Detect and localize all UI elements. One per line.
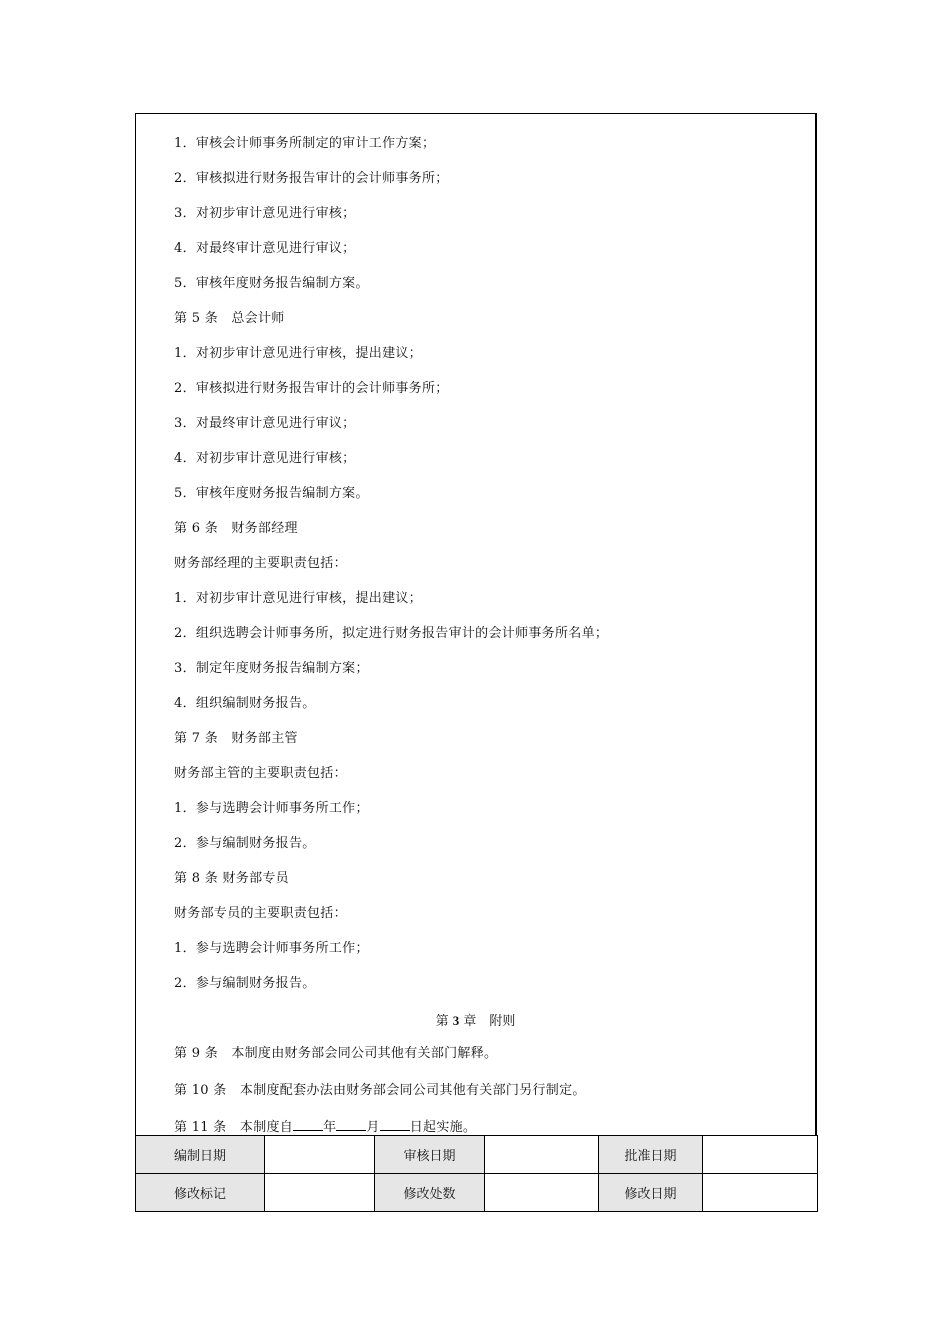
- text-line: 第 10 条 本制度配套办法由财务部会同公司其他有关部门另行制定。: [174, 1083, 586, 1098]
- text-line: 第 5 条 总会计师: [174, 311, 285, 326]
- approval-row-1: [136, 1136, 818, 1174]
- text-line: 1．参与选聘会计师事务所工作；: [174, 941, 369, 956]
- month-blank: [336, 1119, 366, 1131]
- document-body: [136, 114, 815, 1135]
- approve-date-label: 批准日期: [599, 1136, 703, 1174]
- revision-date-label: 修改日期: [599, 1174, 703, 1212]
- text-line: 2．参与编制财务报告。: [174, 836, 316, 851]
- text-line: 1．对初步审计意见进行审核，提出建议；: [174, 346, 422, 361]
- review-date-value: [485, 1136, 599, 1174]
- text-line: 3．对初步审计意见进行审核；: [174, 206, 356, 221]
- text-line: 1．审核会计师事务所制定的审计工作方案；: [174, 136, 436, 151]
- revision-count-value: [485, 1174, 599, 1212]
- article-11-line: 第 11 条 本制度自 年 月 日起实施。: [174, 1120, 477, 1135]
- text-line: 2．参与编制财务报告。: [174, 976, 316, 991]
- revision-mark-label: 修改标记: [136, 1174, 265, 1212]
- text-line: 第 6 条 财务部经理: [174, 521, 298, 536]
- text-line: 1．对初步审计意见进行审核，提出建议；: [174, 591, 422, 606]
- text-line: 第 7 条 财务部主管: [174, 731, 298, 746]
- text-line: 财务部专员的主要职责包括：: [174, 906, 347, 921]
- year-blank: [293, 1119, 323, 1131]
- approval-row-2: [136, 1174, 818, 1212]
- document-frame: [135, 113, 817, 1209]
- review-date-label: 审核日期: [375, 1136, 485, 1174]
- text-line: 3．对最终审计意见进行审议；: [174, 416, 356, 431]
- text-line: 5．审核年度财务报告编制方案。: [174, 486, 369, 501]
- approve-date-value: [703, 1136, 818, 1174]
- text-line: 2．审核拟进行财务报告审计的会计师事务所；: [174, 381, 449, 396]
- text-line: 财务部主管的主要职责包括：: [174, 766, 347, 781]
- revision-date-value: [703, 1174, 818, 1212]
- text-line: 2．组织选聘会计师事务所，拟定进行财务报告审计的会计师事务所名单；: [174, 626, 609, 641]
- approval-table: [135, 1135, 818, 1212]
- text-line: 3．制定年度财务报告编制方案；: [174, 661, 369, 676]
- day-blank: [380, 1119, 410, 1131]
- text-line: 1．参与选聘会计师事务所工作；: [174, 801, 369, 816]
- compile-date-label: 编制日期: [136, 1136, 265, 1174]
- text-line: 4．对最终审计意见进行审议；: [174, 241, 356, 256]
- text-line: 4．组织编制财务报告。: [174, 696, 316, 711]
- compile-date-value: [265, 1136, 375, 1174]
- text-line: 第 8 条 财务部专员: [174, 871, 289, 886]
- text-line: 5．审核年度财务报告编制方案。: [174, 276, 369, 291]
- text-line: 财务部经理的主要职责包括：: [174, 556, 347, 571]
- revision-mark-value: [265, 1174, 375, 1212]
- revision-count-label: 修改处数: [375, 1174, 485, 1212]
- chapter-heading: 第 3 章 附则: [435, 1013, 516, 1029]
- text-line: 4．对初步审计意见进行审核；: [174, 451, 356, 466]
- text-line: 第 9 条 本制度由财务部会同公司其他有关部门解释。: [174, 1046, 498, 1061]
- text-line: 2．审核拟进行财务报告审计的会计师事务所；: [174, 171, 449, 186]
